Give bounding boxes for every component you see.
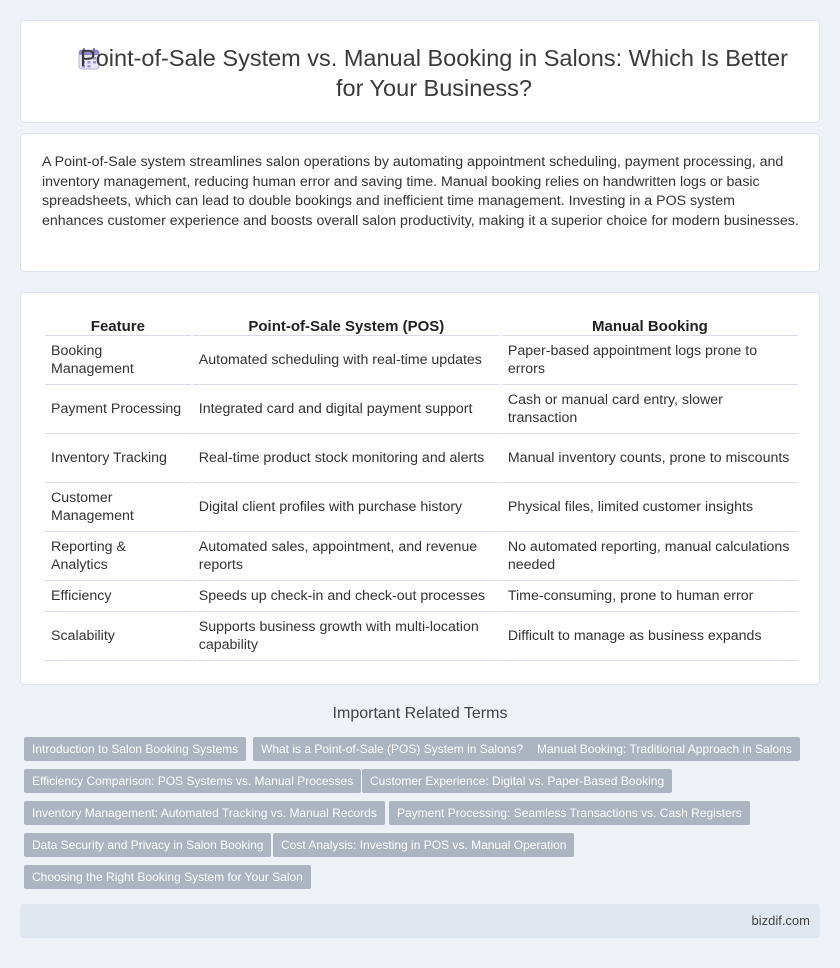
manual-cell: No automated reporting, manual calculations needed — [502, 532, 798, 581]
table-header-row — [45, 316, 798, 336]
footer-site-link[interactable]: bizdif.com — [751, 913, 810, 928]
manual-cell: Physical files, limited customer insights — [502, 483, 798, 532]
manual-cell: Difficult to manage as business expands — [502, 612, 798, 661]
feature-cell: Reporting & Analytics — [45, 532, 191, 581]
table-row — [45, 483, 798, 532]
header-manual: Manual Booking — [502, 316, 798, 336]
table-row — [45, 434, 798, 483]
manual-cell: Time-consuming, prone to human error — [502, 581, 798, 612]
header-pos: Point-of-Sale System (POS) — [193, 316, 500, 336]
feature-cell: Efficiency — [45, 581, 191, 612]
related-term-tag[interactable]: Payment Processing: Seamless Transactions vs. Cash Registers — [389, 801, 750, 825]
table-row — [45, 532, 798, 581]
related-term-tag[interactable]: What is a Point-of-Sale (POS) System in Salons? — [253, 737, 531, 761]
pos-cell: Automated scheduling with real-time updates — [193, 336, 500, 385]
comparison-table — [43, 316, 800, 661]
feature-cell: Customer Management — [45, 483, 191, 532]
table-row — [45, 612, 798, 661]
manual-cell: Manual inventory counts, prone to miscounts — [502, 434, 798, 483]
pos-cell: Speeds up check-in and check-out processes — [193, 581, 500, 612]
feature-cell: Payment Processing — [45, 385, 191, 434]
pos-cell: Real-time product stock monitoring and alerts — [193, 434, 500, 483]
title-card — [20, 20, 820, 123]
table-row — [45, 581, 798, 612]
feature-cell: Inventory Tracking — [45, 434, 191, 483]
related-term-tag[interactable]: Choosing the Right Booking System for Your Salon — [24, 865, 311, 889]
related-terms-heading: Important Related Terms — [332, 705, 508, 722]
related-term-tag[interactable]: Cost Analysis: Investing in POS vs. Manual Operation — [273, 833, 574, 857]
page-title: Point-of-Sale System vs. Manual Booking in Salons: Which Is Better for Your Business? — [80, 45, 788, 101]
pos-cell: Digital client profiles with purchase history — [193, 483, 500, 532]
related-term-tag[interactable]: Efficiency Comparison: POS Systems vs. Manual Processes — [24, 769, 361, 793]
manual-cell: Cash or manual card entry, slower transaction — [502, 385, 798, 434]
related-term-tag[interactable]: Data Security and Privacy in Salon Booking — [24, 833, 271, 857]
feature-cell: Scalability — [45, 612, 191, 661]
pos-cell: Supports business growth with multi-location capability — [193, 612, 500, 661]
manual-cell: Paper-based appointment logs prone to errors — [502, 336, 798, 385]
related-term-tag[interactable]: Manual Booking: Traditional Approach in Salons — [529, 737, 800, 761]
related-term-tag[interactable]: Inventory Management: Automated Tracking vs. Manual Records — [24, 801, 385, 825]
footer-bar — [20, 904, 820, 938]
intro-paragraph: A Point-of-Sale system streamlines salon operations by automating appointment scheduling, payment processing, and inventory management, reducing human error and saving time. Manual booking relies on handwritten logs or basic spreadsheets, which can lead to double bookings and inefficient time management. Investing in a POS system enhances customer experience and boosts overall salon productivity, making it a superior choice for modern businesses. — [42, 154, 799, 229]
pos-cell: Integrated card and digital payment support — [193, 385, 500, 434]
related-term-tag[interactable]: Customer Experience: Digital vs. Paper-Based Booking — [362, 769, 672, 793]
pos-cell: Automated sales, appointment, and revenue reports — [193, 532, 500, 581]
table-row — [45, 385, 798, 434]
related-term-tag[interactable]: Introduction to Salon Booking Systems — [24, 737, 246, 761]
comparison-card — [20, 292, 820, 685]
header-feature: Feature — [45, 316, 191, 336]
intro-card — [20, 133, 820, 272]
table-row — [45, 336, 798, 385]
feature-cell: Booking Management — [45, 336, 191, 385]
